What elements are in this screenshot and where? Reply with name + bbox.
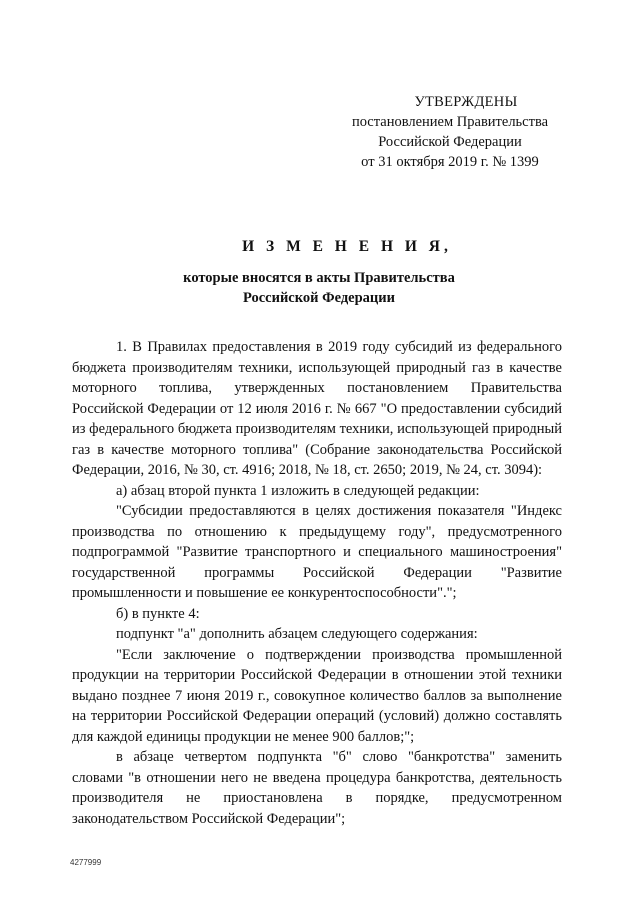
paragraph-7: в абзаце четвертом подпункта "б" слово "банкротства" заменить словами "в отношении него не введена процедура банкротства, деятельность производителя не приостановлена в порядке, предусмотренном законодательством Российской Федерации"; xyxy=(72,749,562,827)
approval-line-2: Российской Федерации xyxy=(378,134,522,150)
paragraph-5: подпункт "а" дополнить абзацем следующего содержания: xyxy=(116,626,478,642)
paragraph-6: "Если заключение о подтверждении производства промышленной продукции на территории Российской Федерации в отношении этой техники выдано позднее 7 июня 2019 г., совокупное количество баллов за выполнение на территории Российской Федерации операций (условий) должно составлять для каждой единицы продукции не менее 900 баллов;"; xyxy=(72,646,562,745)
paragraph-3: "Субсидии предоставляются в целях достижения показателя "Индекс производства по отношению к предыдущему году", предусмотренного подпрограммой "Развитие транспортного и специального машиностроения" государственной программы Российской Федерации "Развитие промышленности и повышение ее конкурентоспособности"."; xyxy=(72,503,562,601)
approval-stamp xyxy=(330,92,570,172)
paragraph-2: а) абзац второй пункта 1 изложить в следующей редакции: xyxy=(116,482,480,499)
approval-line-1: постановлением Правительства xyxy=(351,114,549,130)
approval-line-3: от 31 октября 2019 г. № 1399 xyxy=(361,154,539,170)
document-number: 4277999 xyxy=(70,858,102,867)
document-heading xyxy=(60,238,578,308)
document-title: И З М Е Н Е Н И Я, xyxy=(242,238,452,255)
document-body xyxy=(72,337,562,829)
paragraph-1: 1. В Правилах предоставления в 2019 году субсидий из федерального бюджета производителям техники, использующей природный газ в качестве моторного топлива, утвержденных постановлением Правительства Российской Федерации от 12 июля 2016 г. № 667 "О предоставлении субсидий из федерального бюджета производителям техники, использующей природный газ в качестве моторного топлива" (Собрание законодательства Российской Федерации, 2016, № 30, ст. 4916; 2018, № 18, ст. 2650; 2019, № 24, ст. 3094): xyxy=(72,339,562,478)
approval-title: УТВЕРЖДЕНЫ xyxy=(414,94,518,110)
document-subtitle-line-2: Российской Федерации xyxy=(242,290,395,306)
paragraph-4: б) в пункте 4: xyxy=(116,605,200,622)
document-subtitle-line-1: которые вносятся в акты Правительства xyxy=(183,270,455,286)
